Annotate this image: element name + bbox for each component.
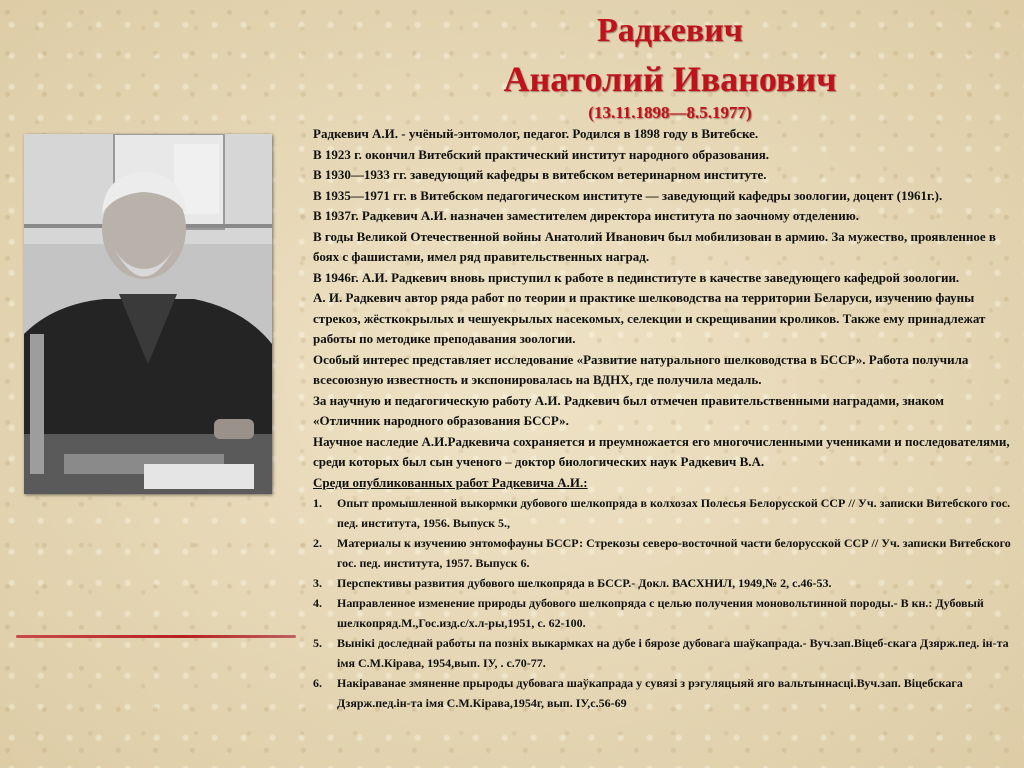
biography (313, 124, 1013, 713)
list-item-text: Перспективы развития дубового шелкопряда в БССР.- Докл. ВАСХНИЛ, 1949,№ 2, с.46-53. (337, 576, 832, 590)
bio-paragraph: За научную и педагогическую работу А.И. Радкевич был отмечен правительственными наградами, знаком «Отличник народного образования БССР». (313, 392, 944, 428)
list-item-number: 4. (313, 596, 322, 610)
bio-paragraph: В 1930—1933 гг. заведующий кафедры в витебском ветеринарном институте. (313, 167, 767, 182)
list-item-number: 1. (313, 496, 322, 510)
bio-paragraph: Особый интерес представляет исследование «Развитие натурального шелководства в БССР». Работа получила всесоюзную известность и экспонировалась на ВДНХ, где получила медаль. (313, 351, 969, 387)
list-item (313, 593, 1013, 633)
list-item-text: Материалы к изучению энтомофауны БССР: Стрекозы северо-восточной части белорусской ССР // Уч. записки Витебского гос. пед. института, 1957. Выпуск 6. (337, 536, 1011, 570)
list-item-text: Направленное изменение природы дубового шелкопряда с целью получения моновольтинной породы.- В кн.: Дубовый шелкопряд.М.,Гос.изд.с/х.л-ры,1951, с. 62-100. (337, 596, 984, 630)
publications-heading: Среди опубликованных работ Радкевича А.И.: (313, 474, 588, 490)
title-dates: (13.11.1898—8.5.1977) (588, 103, 752, 122)
list-item-text: Вынікі доследнай работы па позніх выкармках на дубе і бярозе дубовага шаўкапрада.- Вуч.зап.Віцеб-скага Дзярж.пед. ін-та імя С.М.Кірава, 1954,вып. IУ, . с.70-77. (337, 636, 1009, 670)
list-item-text: Опыт промышленной выкормки дубового шелкопряда в колхозах Полесья Белорусской ССР // Уч. записки Витебского гос. пед. института, 1956. Выпуск 5., (337, 496, 1011, 530)
bio-paragraph: В годы Великой Отечественной войны Анатолий Иванович был мобилизован в армию. За мужество, проявленное в боях с фашистами, имел ряд правительственных наград. (313, 228, 996, 264)
list-item-number: 3. (313, 576, 322, 590)
list-item-text: Накіраванае змяненне прыроды дубовага шаўкапрада у сувязі з рэгуляцыяй яго вальтыннасці.Вуч.зап. Віцебскага Дзярж.пед.ін-та імя С.М.Кірава,1954г, вып. IУ,с.56-69 (337, 676, 963, 710)
bio-paragraph: Радкевич А.И. - учёный-энтомолог, педагог. Родился в 1898 году в Витебске. (313, 126, 759, 141)
list-item (313, 673, 1013, 713)
divider-line (16, 635, 296, 638)
bio-paragraph: В 1946г. А.И. Радкевич вновь приступил к работе в пединституте в качестве заведующего кафедрой зоологии. (313, 269, 960, 285)
list-item (313, 633, 1013, 673)
list-item-number: 2. (313, 536, 322, 550)
portrait-photo-icon (24, 134, 272, 494)
list-item-number: 6. (313, 676, 322, 690)
list-item (313, 573, 1013, 593)
bio-paragraph: В 1923 г. окончил Витебский практический институт народного образования. (313, 146, 769, 162)
list-item (313, 493, 1013, 533)
bio-paragraph: В 1935—1971 гг. в Витебском педагогическом институте — заведующий кафедры зоологии, доцент (1961г.). (313, 187, 943, 203)
portrait-photo (24, 134, 272, 494)
title-surname: Радкевич (597, 12, 743, 49)
list-item-number: 5. (313, 636, 322, 650)
title-name: Анатолий Иванович (503, 59, 837, 99)
bio-paragraph: Научное наследие А.И.Радкевича сохраняется и преумножается его многочисленными учениками и последователями, среди которых был сын ученого – доктор биологических наук Радкевич В.А. (313, 433, 1010, 469)
list-item (313, 533, 1013, 573)
bio-paragraph: В 1937г. Радкевич А.И. назначен заместителем директора института по заочному отделению. (313, 208, 859, 223)
publications-list (313, 493, 1013, 713)
bio-paragraph: А. И. Радкевич автор ряда работ по теории и практике шелководства на территории Беларуси, изучению фауны стрекоз, жёсткокрылых и чешуекрылых насекомых, селекции и скрещивании кроликов. Также ему принадлежат работы по методике преподавания зоологии. (313, 290, 986, 346)
